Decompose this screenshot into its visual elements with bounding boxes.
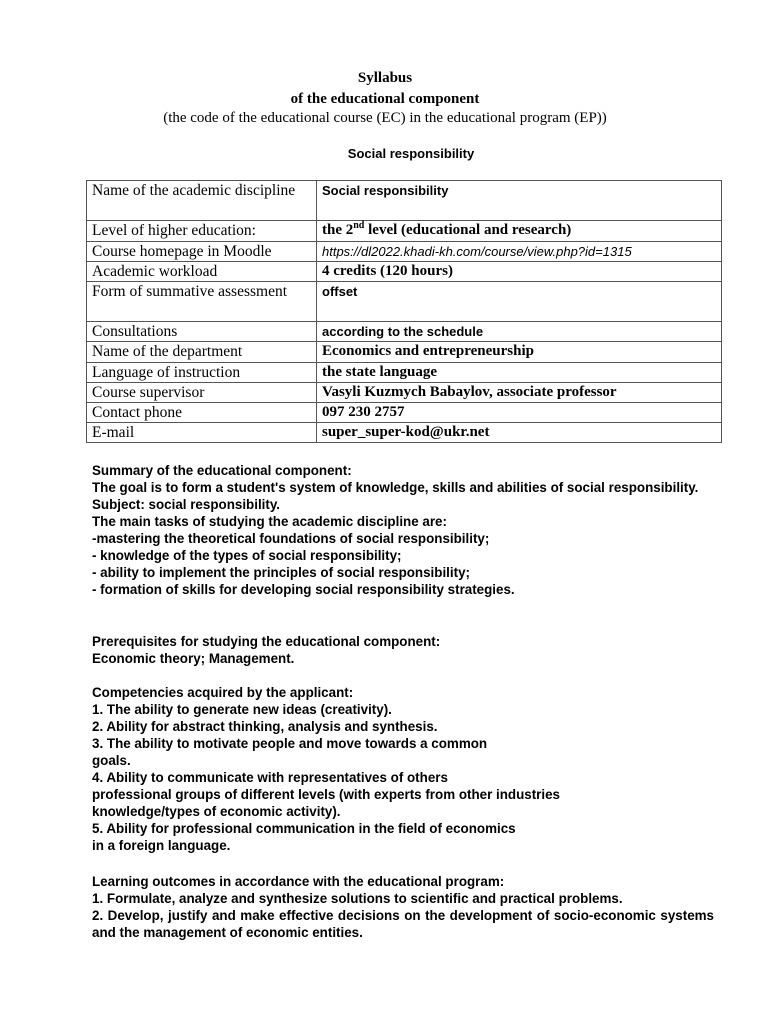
course-name-heading: Social responsibility: [347, 146, 475, 161]
table-row: [87, 181, 722, 221]
section-heading: Summary of the educational component:: [92, 463, 352, 478]
doc-title: Syllabus: [357, 70, 413, 86]
prerequisites-section: [92, 633, 714, 667]
table-row: [87, 363, 722, 383]
list-item: - knowledge of the types of social responsibility;: [92, 548, 402, 563]
row-label: Level of higher education:: [87, 221, 317, 242]
list-item: in a foreign language.: [92, 838, 231, 853]
row-value: Social responsibility: [317, 181, 722, 221]
row-value: the state language: [317, 363, 722, 383]
row-label: Language of instruction: [87, 363, 317, 383]
tasks-heading: The main tasks of studying the academic discipline are:: [92, 514, 447, 529]
level-text-rest: level (educational and research): [364, 222, 572, 238]
table-row: [87, 242, 722, 262]
level-superscript: nd: [353, 220, 365, 231]
row-label: E-mail: [87, 423, 317, 443]
table-row: [87, 282, 722, 322]
doc-title-line2: of the educational component: [290, 91, 480, 107]
list-item: 5. Ability for professional communication in the field of economics: [92, 821, 516, 836]
list-item: -mastering the theoretical foundations of social responsibility;: [92, 531, 490, 546]
table-row: [87, 403, 722, 423]
row-value: Vasyli Kuzmych Babaylov, associate professor: [317, 383, 722, 403]
list-item: - formation of skills for developing social responsibility strategies.: [92, 582, 515, 597]
list-item: 4. Ability to communicate with representatives of others: [92, 770, 448, 785]
row-value: 4 credits (120 hours): [317, 262, 722, 282]
row-label: Name of the academic discipline: [87, 181, 317, 221]
course-info-table: [86, 180, 722, 443]
row-value: offset: [317, 282, 722, 322]
table-row: [87, 262, 722, 282]
list-item: professional groups of different levels (with experts from other industries: [92, 787, 561, 802]
level-text: the 2: [322, 222, 354, 238]
list-item: - ability to implement the principles of social responsibility;: [92, 565, 470, 580]
competencies-section: [92, 684, 714, 854]
learning-outcomes-section: [92, 873, 714, 941]
list-item: 1. The ability to generate new ideas (creativity).: [92, 702, 392, 717]
row-label: Name of the department: [87, 342, 317, 363]
row-label: Course homepage in Moodle: [87, 242, 317, 262]
row-value: Economics and entrepreneurship: [317, 342, 722, 363]
list-item: goals.: [92, 753, 131, 768]
list-item: 1. Formulate, analyze and synthesize solutions to scientific and practical problems.: [92, 891, 623, 906]
row-value: 097 230 2757: [317, 403, 722, 423]
goal-paragraph: The goal is to form a student's system of knowledge, skills and abilities of social responsibility.: [92, 480, 699, 495]
table-row: [87, 322, 722, 342]
row-label: Academic workload: [87, 262, 317, 282]
subject-line: Subject: social responsibility.: [92, 497, 281, 512]
doc-title-line3: (the code of the educational course (EC) in the educational program (EP)): [163, 110, 607, 126]
section-heading: Prerequisites for studying the educational component:: [92, 634, 441, 649]
table-row: [87, 383, 722, 403]
table-row: [87, 423, 722, 443]
section-heading: Competencies acquired by the applicant:: [92, 685, 354, 700]
row-label: Form of summative assessment: [87, 282, 317, 322]
list-item: 3. The ability to motivate people and move towards a common: [92, 736, 488, 751]
course-homepage-link[interactable]: https://dl2022.khadi-kh.com/course/view.php?id=1315: [317, 242, 722, 262]
row-label: Consultations: [87, 322, 317, 342]
email-link[interactable]: super_super-kod@ukr.net: [317, 423, 722, 443]
section-heading: Learning outcomes in accordance with the educational program:: [92, 874, 505, 889]
row-label: Contact phone: [87, 403, 317, 423]
list-item: 2. Ability for abstract thinking, analysis and synthesis.: [92, 719, 438, 734]
table-row: [87, 221, 722, 242]
prerequisites-text: Economic theory; Management.: [92, 651, 295, 666]
row-value: [317, 221, 722, 242]
row-label: Course supervisor: [87, 383, 317, 403]
list-item: knowledge/types of economic activity).: [92, 804, 341, 819]
table-row: [87, 342, 722, 363]
list-item: 2. Develop, justify and make effective decisions on the development of socio-economic systems and the management of economic entities.: [92, 908, 714, 940]
row-value: according to the schedule: [317, 322, 722, 342]
summary-section: [92, 462, 714, 598]
